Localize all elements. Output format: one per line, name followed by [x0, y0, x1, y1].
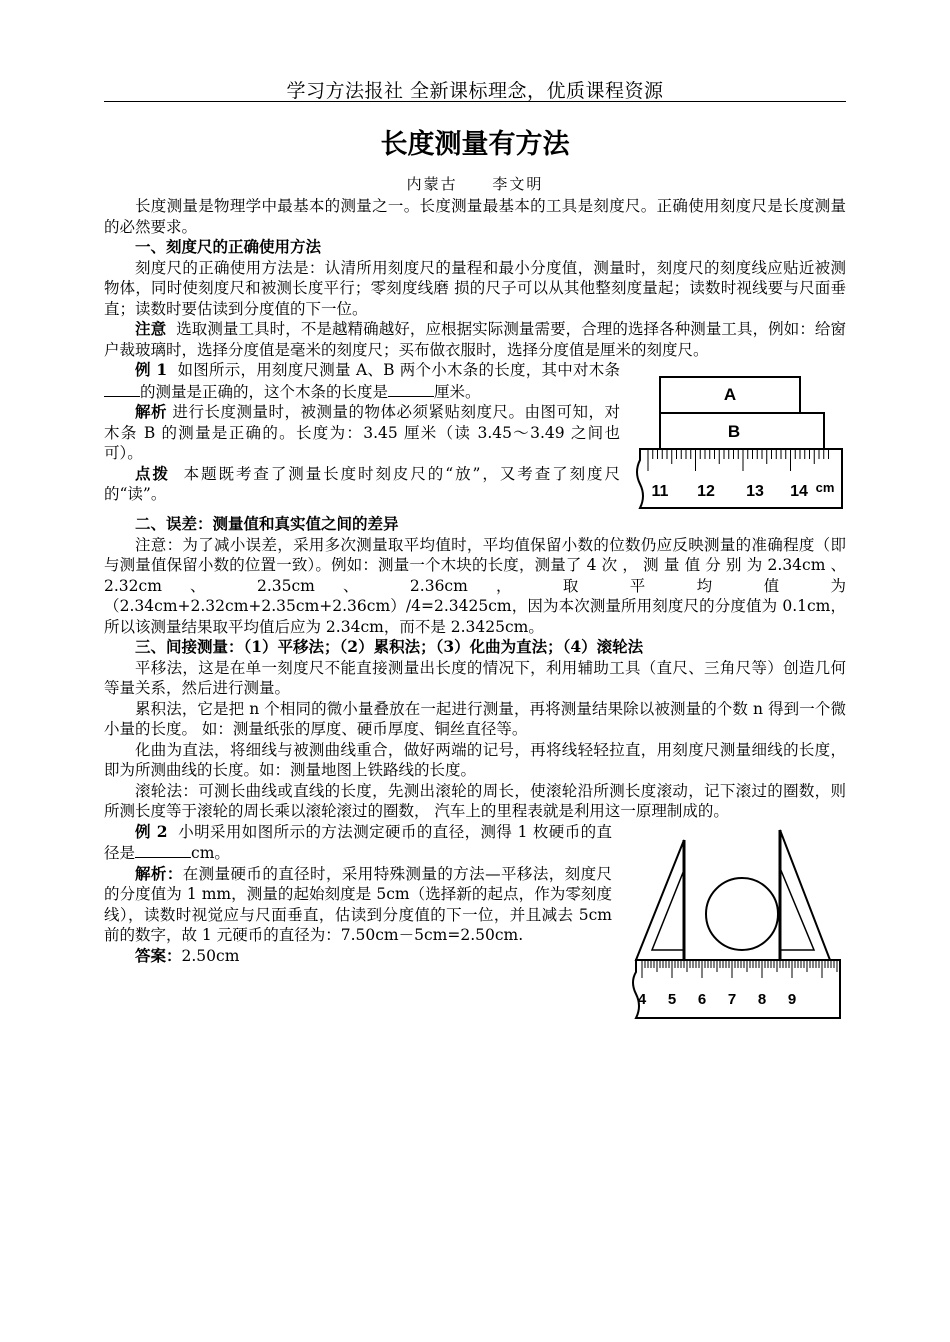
article-author: 内蒙古 李文明: [406, 175, 544, 193]
answer-blank: [388, 381, 434, 397]
note-text: 选取测量工具时，不是越精确越好，应根据实际测量需要，合理的选择各种测量工具，例如：给窗户裁玻璃时，选择分度值是毫米的刻度尺；买布做衣服时，选择分度值是厘米的刻度尺。: [104, 320, 846, 359]
wheel-method-paragraph: 滚轮法：可测长曲线或直线的长度，先测出滚轮的周长，使滚轮沿所测长度滚动，记下滚过的圈数，则所测长度等于滚轮的周长乘以滚轮滚过的圈数， 汽车上的里程表就是利用这一原理制成的。: [104, 781, 846, 820]
tick-label-7: 7: [727, 990, 737, 1008]
tick-label-4: 4: [637, 990, 647, 1008]
block-b: [660, 413, 824, 449]
section-1-heading: 一、刻度尺的正确使用方法: [135, 237, 322, 256]
tick-label-12: 12: [697, 483, 715, 500]
article-body: [104, 196, 846, 1026]
section-1-paragraph: 刻度尺的正确使用方法是：认清所用刻度尺的量程和最小分度值，测量时，刻度尺的刻度线应贴近被测物体，同时使刻度尺和被测长度平行；零刻度线磨 损的尺子可以从其他整刻度量起；读数时视线要与尺面垂直；读数时要估读到分度值的下一位。: [104, 258, 846, 318]
article-title: 长度测量有方法: [380, 129, 570, 160]
page-header: 学习方法报社 全新课标理念，优质课程资源: [286, 80, 664, 102]
example-1-text-b: 的测量是正确的，这个木条的长度是: [140, 382, 389, 401]
block-a-label: A: [723, 385, 737, 404]
ruler-blocks-diagram: [634, 360, 846, 510]
example-2-text-a: 小明采用如图所示的方法测定硬币的直径，测得 1 枚硬币的直径是: [104, 822, 613, 862]
example-2-label: 例 2: [135, 821, 168, 841]
tick-label-9: 9: [787, 990, 797, 1008]
answer-blank: [104, 381, 140, 397]
tick-label-11: 11: [651, 483, 669, 500]
coin-measure-figure: [626, 822, 846, 1022]
section-2-paragraph: 注意：为了减小误差，采用多次测量取平均值时，平均值保留小数的位数仍应反映测量的准确程度（即与测量值保留小数的位置一致）。例如：测量一个木块的长度，测量了 4 次 ， 测 量 值 分 别 为 2.34cm 、 2.32cm 、 2.35cm 、 2.36cm ， 取 平 均 值 为（2.34cm+2.32cm+2.35cm+2.36cm）/4=2.3425cm，因为本次测量所用刻度尺的分度值为 0.1cm，所以该测量结果取平均值后应为 2.34cm，而不是 2.3425cm。: [104, 535, 846, 636]
example-1-text-a: 如图所示，用刻度尺测量 A、B 两个小木条的长度，其中对木条: [177, 361, 620, 379]
block-b-label: B: [727, 422, 741, 441]
accumulation-method-paragraph: 累积法，它是把 n 个相同的微小量叠放在一起进行测量，再将测量结果除以被测量的个数 n 得到一个微小量的长度。 如：测量纸张的厚度、硬币厚度、铜丝直径等。: [104, 699, 846, 738]
tip-label: 点拨: [135, 463, 170, 483]
example-1-text-c: 厘米。: [434, 382, 481, 401]
analysis-label: 解析：: [135, 863, 183, 883]
curve-method-paragraph: 化曲为直法，将细线与被测曲线重合，做好两端的记号，再将线轻轻拉直，用刻度尺测量细线的长度，即为所测曲线的长度。如：测量地图上铁路线的长度。: [104, 740, 846, 779]
header-rule: [104, 101, 846, 102]
tick-label-13: 13: [746, 483, 764, 500]
tick-label-5: 5: [667, 990, 677, 1008]
translation-method-paragraph: 平移法，这是在单一刻度尺不能直接测量出长度的情况下，利用辅助工具（直尺、三角尺等）创造几何等量关系，然后进行测量。: [104, 658, 846, 697]
analysis-text: 在测量硬币的直径时，采用特殊测量的方法—平移法，刻度尺的分度值为 1 mm，测量的起始刻度是 5cm（选择新的起点，作为零刻度线），读数时视觉应与尺面垂直，估读到分度值的下一位，并且减去 5cm 前的数字，故 1 元硬币的直径为：7.50cm－5cm=2.50cm.: [104, 864, 612, 944]
ruler-body: [633, 960, 840, 1018]
tick-label-14: 14: [790, 483, 808, 500]
note-label: 注意: [135, 319, 167, 338]
section-2-heading: 二、误差：测量值和真实值之间的差异: [135, 514, 399, 533]
intro-paragraph: 长度测量是物理学中最基本的测量之一。长度测量最基本的工具是刻度尺。正确使用刻度尺是长度测量的必然要求。: [104, 197, 846, 236]
section-3-heading: 三、间接测量：（1）平移法；（2）累积法；（3）化曲为直法；（4）滚轮法: [135, 637, 644, 656]
ruler-unit-label: cm: [815, 480, 835, 495]
answer-label: 答案：: [135, 945, 182, 965]
note-paragraph: [104, 319, 846, 360]
coin-measure-diagram: [626, 822, 846, 1022]
ruler-blocks-figure: [634, 360, 846, 510]
tip-text: 本题既考查了测量长度时刻皮尺的“放”，又考查了刻度尺的“读”。: [104, 464, 620, 503]
tick-label-8: 8: [757, 990, 767, 1008]
answer-text: 2.50cm: [181, 946, 240, 965]
tick-label-6: 6: [697, 990, 707, 1008]
analysis-text: 进行长度测量时，被测量的物体必须紧贴刻度尺。由图可知，对木条 B 的测量是正确的。长度为：3.45 厘米（读 3.45～3.49 之间也可）。: [104, 403, 620, 462]
example-2-text-b: cm。: [191, 844, 230, 862]
answer-blank: [135, 842, 191, 858]
analysis-label: 解析: [135, 402, 168, 421]
coin: [706, 878, 778, 950]
example-1-label: 例 1: [135, 360, 168, 379]
